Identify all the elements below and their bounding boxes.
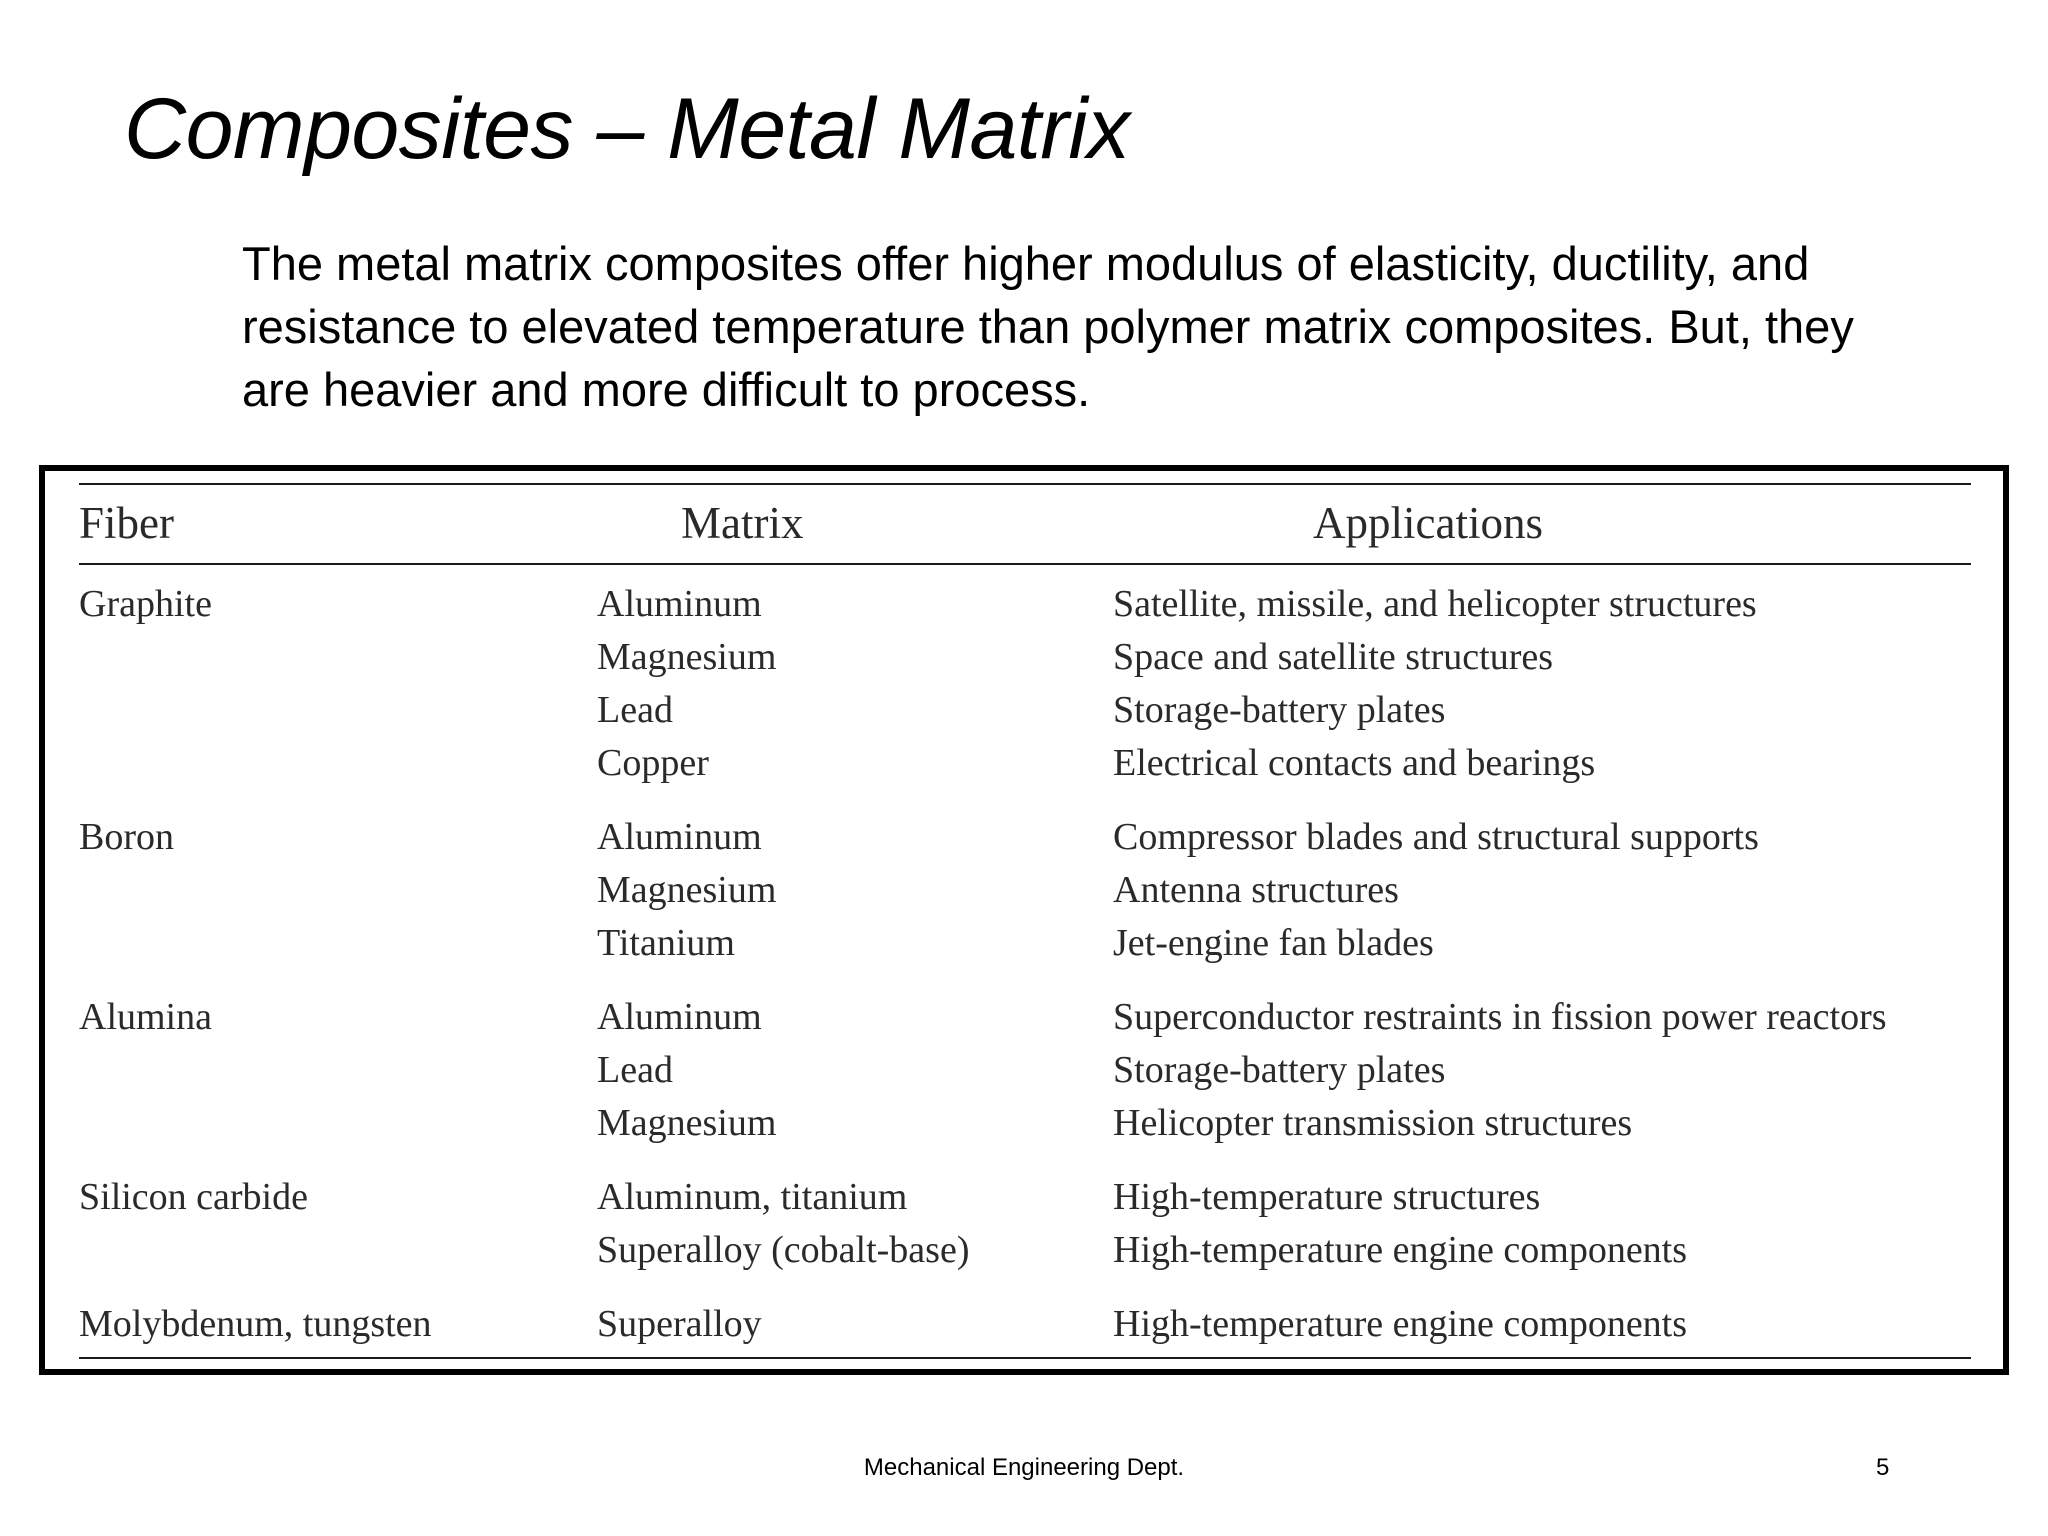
fiber-cell: Boron	[79, 816, 174, 858]
application-item: Satellite, missile, and helicopter structures	[1113, 583, 1757, 625]
matrix-item: Aluminum	[597, 996, 762, 1038]
matrix-cell	[597, 1298, 762, 1351]
matrix-item: Lead	[597, 1049, 673, 1091]
slide-title: Composites – Metal Matrix	[124, 81, 1130, 177]
matrix-cell	[597, 991, 776, 1150]
application-item: Space and satellite structures	[1113, 636, 1554, 678]
page-number: 5	[1876, 1454, 1890, 1481]
matrix-cell	[597, 811, 776, 970]
header-fiber: Fiber	[79, 498, 174, 548]
fiber-cell: Silicon carbide	[79, 1176, 308, 1218]
matrix-cell	[597, 1171, 969, 1277]
application-item: Storage-battery plates	[1113, 689, 1446, 731]
table-bottom-rule	[79, 1357, 1971, 1359]
matrix-item: Magnesium	[597, 869, 777, 911]
fiber-matrix-table	[39, 465, 2009, 1375]
applications-cell	[1113, 1298, 1687, 1351]
applications-cell	[1113, 1171, 1687, 1277]
matrix-item: Magnesium	[597, 636, 777, 678]
matrix-item: Superalloy	[597, 1303, 762, 1345]
application-item: High-temperature engine components	[1113, 1229, 1688, 1271]
matrix-item: Aluminum, titanium	[597, 1176, 908, 1218]
application-item: Superconductor restraints in fission power reactors	[1113, 996, 1887, 1038]
header-applications: Applications	[1313, 498, 1543, 548]
matrix-item: Superalloy (cobalt-base)	[597, 1229, 970, 1271]
matrix-item: Titanium	[597, 922, 735, 964]
matrix-item: Lead	[597, 689, 673, 731]
matrix-item: Magnesium	[597, 1102, 777, 1144]
matrix-item: Aluminum	[597, 583, 762, 625]
matrix-item: Aluminum	[597, 816, 762, 858]
matrix-item: Copper	[597, 742, 709, 784]
fiber-cell: Alumina	[79, 996, 212, 1038]
fiber-cell: Graphite	[79, 583, 212, 625]
applications-cell	[1113, 578, 1757, 790]
application-item: Antenna structures	[1113, 869, 1399, 911]
application-item: High-temperature engine components	[1113, 1303, 1688, 1345]
application-item: Jet-engine fan blades	[1113, 922, 1434, 964]
applications-cell	[1113, 811, 1759, 970]
application-item: High-temperature structures	[1113, 1176, 1541, 1218]
table-top-rule	[79, 483, 1971, 485]
footer-department: Mechanical Engineering Dept.	[863, 1454, 1185, 1481]
body-paragraph: The metal matrix composites offer higher modulus of elasticity, ductility, and resistance to elevated temperature than polymer matrix composites. But, they are heavier and more difficult to process.	[242, 237, 1854, 416]
matrix-cell	[597, 578, 776, 790]
application-item: Helicopter transmission structures	[1113, 1102, 1633, 1144]
fiber-cell: Molybdenum, tungsten	[79, 1303, 432, 1345]
application-item: Compressor blades and structural supports	[1113, 816, 1759, 858]
application-item: Electrical contacts and bearings	[1113, 742, 1596, 784]
header-matrix: Matrix	[681, 498, 804, 548]
table-header-rule	[79, 563, 1971, 565]
applications-cell	[1113, 991, 1887, 1150]
application-item: Storage-battery plates	[1113, 1049, 1446, 1091]
